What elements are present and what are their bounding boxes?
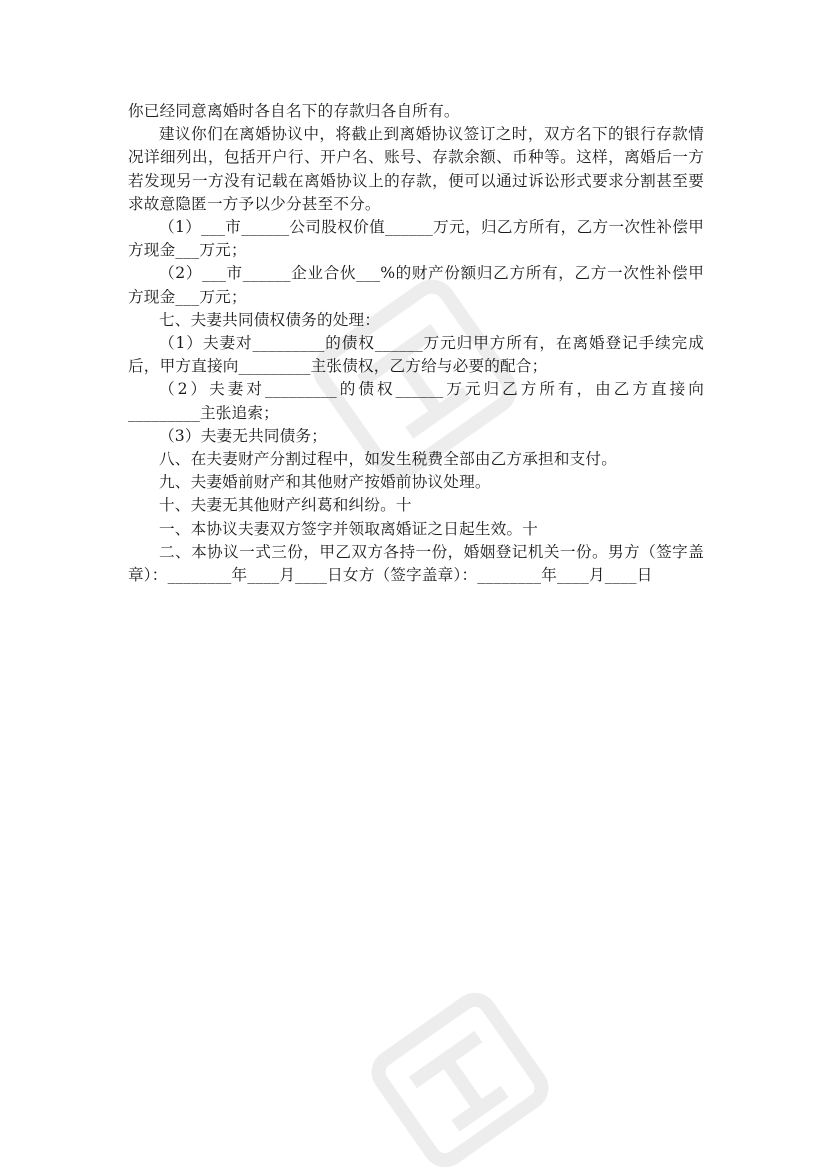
paragraph: 一、本协议夫妻双方签字并领取离婚证之日起生效。十	[159, 519, 539, 538]
paragraph: （2）夫妻对_________的债权______万元归乙方所有，由乙方直接向_________主张追索；	[128, 380, 704, 422]
paragraph: 八、在夫妻财产分割过程中，如发生税费全部由乙方承担和支付。	[159, 450, 618, 469]
paragraph: （2）___市______企业合伙___%的财产份额归乙方所有，乙方一次性补偿甲方现金___万元；	[128, 264, 704, 306]
paragraph: 九、夫妻婚前财产和其他财产按婚前协议处理。	[159, 473, 491, 492]
paragraph: （3）夫妻无共同债务；	[159, 426, 328, 445]
paragraph: （1）___市______公司股权价值______万元，归乙方所有，乙方一次性补偿甲方现金___万元；	[128, 218, 704, 260]
paragraph: 十、夫妻无其他财产纠葛和纠纷。十	[159, 496, 412, 515]
paragraph: 你已经同意离婚时各自名下的存款归各自所有。	[128, 102, 460, 120]
watermark-logo-icon	[360, 990, 560, 1170]
paragraph: （1）夫妻对_________的债权______万元归甲方所有，在离婚登记手续完成后，甲方直接向_________主张债权，乙方给与必要的配合；	[128, 334, 704, 376]
section-heading: 七、夫妻共同债权债务的处理：	[159, 310, 381, 329]
document-body	[128, 100, 704, 587]
signature-paragraph: 二、本协议一式三份，甲乙双方各持一份，婚姻登记机关一份。男方（签字盖章）：________年____月____日女方（签字盖章）：________年____月____日	[128, 542, 704, 585]
paragraph: 建议你们在离婚协议中，将截止到离婚协议签订之时，双方名下的银行存款情况详细列出，包括开户行、开户名、账号、存款余额、币种等。这样，离婚后一方若发现另一方没有记载在离婚协议上的存款，便可以通过诉讼形式要求分割甚至要求故意隐匿一方予以少分甚至不分。	[128, 125, 704, 213]
